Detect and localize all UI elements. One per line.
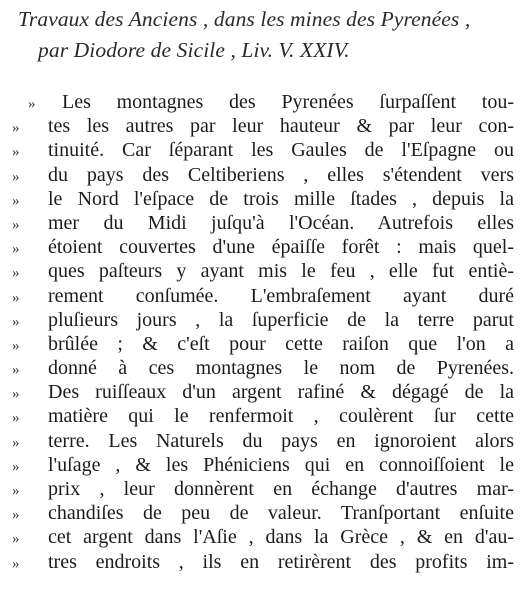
line-text: rement conſumée. L'embraſement ayant duré bbox=[48, 284, 514, 307]
quoted-passage bbox=[10, 90, 514, 574]
quote-mark: » bbox=[12, 555, 20, 572]
quote-mark: » bbox=[12, 241, 20, 258]
line-text: matière qui le renfermoit , coulèrent ſur cette bbox=[48, 405, 514, 428]
quote-mark: » bbox=[12, 483, 20, 499]
line-text: étoient couvertes d'une épaiſſe forêt : mais quel- bbox=[48, 236, 514, 259]
text-line bbox=[10, 187, 514, 211]
quote-mark: » bbox=[12, 337, 20, 354]
text-line bbox=[10, 114, 514, 138]
line-text: donné à ces montagnes le nom de Pyrenées. bbox=[48, 357, 514, 380]
quote-mark: » bbox=[12, 531, 20, 548]
text-line bbox=[10, 138, 514, 162]
quote-mark: » bbox=[12, 313, 20, 330]
section-heading bbox=[18, 4, 518, 66]
quote-mark: » bbox=[12, 458, 20, 475]
text-line bbox=[10, 525, 514, 549]
heading-line-1: Travaux des Anciens , dans les mines des Pyrenées , bbox=[18, 7, 471, 31]
text-line bbox=[10, 501, 514, 525]
heading-line-2: par Diodore de Sicile , Liv. V. XXIV. bbox=[38, 38, 350, 62]
line-text: l'uſage , & les Phéniciens qui en connoiſſoient le bbox=[48, 453, 514, 476]
text-line bbox=[10, 477, 514, 501]
text-line bbox=[10, 211, 514, 235]
quote-mark: » bbox=[12, 168, 20, 185]
quote-mark: » bbox=[12, 289, 20, 306]
text-line bbox=[10, 259, 514, 283]
line-text: prix , leur donnèrent en échange d'autres mar- bbox=[48, 478, 514, 500]
text-line bbox=[10, 356, 514, 380]
line-text: tres endroits , ils en retirèrent des profits im- bbox=[48, 550, 514, 573]
quote-mark: » bbox=[12, 265, 20, 282]
text-line bbox=[10, 332, 514, 356]
line-text: cet argent dans l'Aſie , dans la Grèce , & en d'au- bbox=[48, 526, 514, 549]
line-text: ques paſteurs y ayant mis le feu , elle fut entiè- bbox=[48, 260, 514, 283]
line-text: du pays des Celtiberiens , elles s'étendent vers bbox=[48, 163, 514, 186]
text-line bbox=[10, 380, 514, 404]
line-text: Les montagnes des Pyrenées ſurpaſſent tou- bbox=[62, 91, 514, 113]
line-text: pluſieurs jours , la ſuperficie de la terre parut bbox=[48, 308, 514, 331]
quote-mark: » bbox=[12, 507, 20, 524]
quote-mark: » bbox=[12, 434, 20, 451]
text-line bbox=[10, 90, 514, 114]
quote-mark: » bbox=[12, 362, 20, 379]
line-text: mer du Midi juſqu'à l'Océan. Autrefois elles bbox=[48, 211, 514, 234]
quote-mark: » bbox=[12, 410, 20, 427]
text-line bbox=[10, 453, 514, 477]
text-line bbox=[10, 550, 514, 574]
text-line bbox=[10, 308, 514, 332]
text-line bbox=[10, 404, 514, 428]
quote-mark: » bbox=[12, 192, 20, 209]
quote-mark: » bbox=[12, 120, 20, 137]
line-text: chandiſes de peu de valeur. Tranſportant enſuite bbox=[48, 502, 514, 525]
line-text: le Nord l'eſpace de trois mille ſtades , depuis la bbox=[48, 187, 514, 210]
quote-mark: » bbox=[12, 386, 20, 403]
text-line bbox=[10, 429, 514, 453]
text-line bbox=[10, 163, 514, 187]
text-line bbox=[10, 235, 514, 259]
quote-mark: » bbox=[12, 216, 20, 233]
line-text: terre. Les Naturels du pays en ignoroient alors bbox=[48, 429, 514, 452]
line-text: tes les autres par leur hauteur & par leur con- bbox=[48, 115, 514, 138]
quote-mark: » bbox=[12, 144, 20, 161]
line-text: tinuité. Car ſéparant les Gaules de l'Eſpagne ou bbox=[48, 139, 514, 162]
line-text: brûlée ; & c'eſt pour cette raiſon que l'on a bbox=[48, 332, 514, 355]
text-line bbox=[10, 284, 514, 308]
quote-mark: » bbox=[28, 96, 36, 112]
line-text: Des ruiſſeaux d'un argent rafiné & dégagé de la bbox=[48, 381, 514, 404]
